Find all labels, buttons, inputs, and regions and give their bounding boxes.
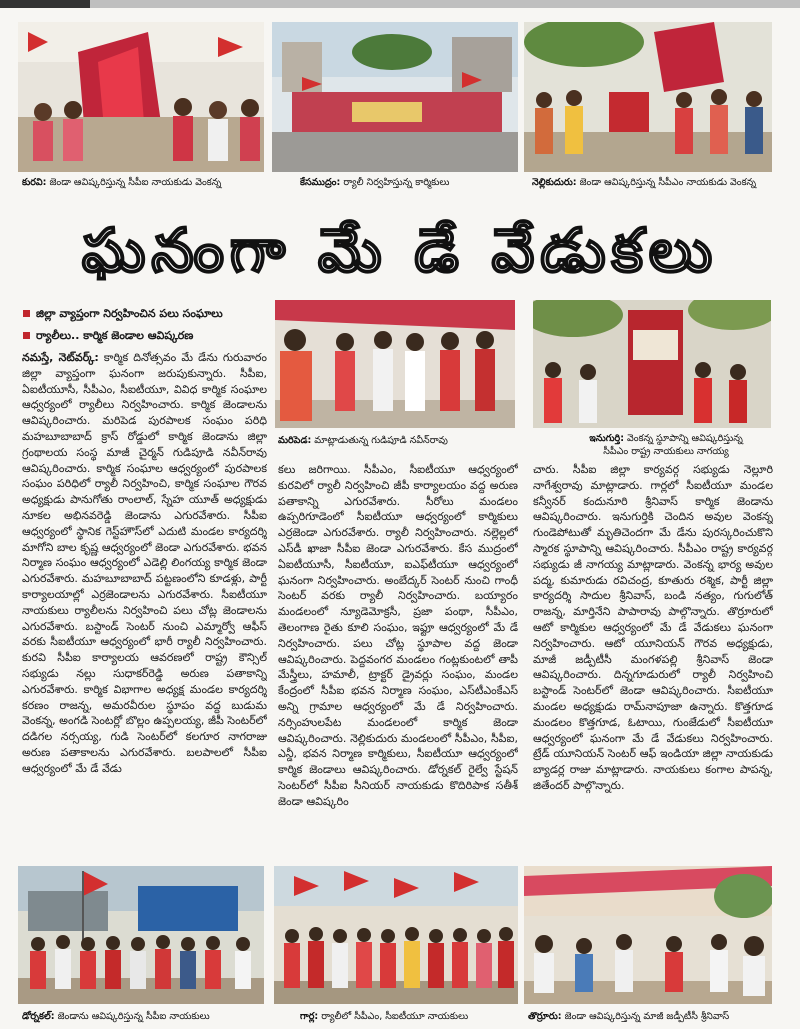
photo-thorrur-flag xyxy=(524,866,772,1004)
photo-kuravi-flag xyxy=(18,22,264,172)
caption-inugurthi-line2: సీపీఎం రాష్ట్ర నాయకులు నాగయ్య xyxy=(603,446,729,457)
photo-inugurthi-memorial xyxy=(533,300,771,428)
photo-maripeda-speech xyxy=(275,300,515,428)
caption-garla: గార్ల: ర్యాలీలో సీపీఎం, సీఐటీయూ నాయకులు xyxy=(300,1011,469,1022)
photo-nellikuduru-flag xyxy=(524,22,772,172)
photo-kesamudram-rally xyxy=(272,22,518,172)
caption-dornakal: డోర్నకల్: జెండాను ఆవిష్కరిస్తున్న సీపీఐ నాయకులు xyxy=(22,1011,210,1022)
caption-maripeda: మరిపెడ: మాట్లాడుతున్న గుడిపూడి నవీన్‌రావు xyxy=(278,435,448,446)
headline: ఘనంగా మే డే వేడుకలు xyxy=(81,216,719,286)
caption-kuravi: కురవి: జెండా ఆవిష్కరిస్తున్న సీపీఐ నాయకుడు వెంకన్న xyxy=(22,177,222,188)
article-column-3: చారు. సీపీఐ జిల్లా కార్యవర్గ సభ్యుడు నెల్లూరి నాగేశ్వరావు మాట్లాడారు. గార్లలో సీఐటీయూ మండల కన్వీనర్ కందునూరి శ్రీనివాస్ కార్మిక జెండాను ఆవిష్కరించారు. ఇనుగుర్తికి చెందిన అవుల వెంకన్న గుండెపోటుతో మృతిచెందగా మే డేను పురస్కరించుకొని స్మారక స్థూపాన్ని ఆవిష్కరించారు. సీపీఎం రాష్ట్ర కార్యవర్గ సభ్యుడు జీ నాగయ్య మాట్లాడారు. వెంకన్న భార్య అవుల పద్మ, కుమారుడు రవిచంద్ర, కూతురు రశ్మిక, పార్టీ జిల్లా కార్యదర్శి సాదుల శ్రీనివాస్, బండి నత్యం, గుగులోత్ రాజన్న, మార్తినేని పాపారావు పాల్గొన్నారు. తొర్రూరులో ఆటో కార్మికుల ఆధ్వర్యంలో మే డే వేడుకలు ఘనంగా నిర్వహించారు. ఆటో యూనియన్ గౌరవ అధ్యక్షుడు, మాజీ జడ్పీటీసీ మంగళపల్లి శ్రీనివాస్ జెండా ఆవిష్కరించారు. దిన్నగూడురులో ర్యాలీ నిర్వహించి బస్టాండ్ సెంటర్‌లో జెండా ఆవిష్కరించారు. సీఐటీయూ మండల అధ్యక్షుడు రామ్‌నాపూజా ఉన్నారు. కొత్తగూడ మండలం కొత్తగూడ, ఓటాయి, గుంజేడులో సీఐటీయూ ఆధ్వర్యంలో ఘనంగా మే డే వేడుకలు నిర్వహించారు. ట్రేడ్ యూనియన్ సెంటర్ ఆఫ్ ఇండియా జిల్లా నాయకుడు బ్యాడర్ల రాజు మాట్లాడారు. నాయకులు కంగాల పాపన్న, జితేందర్ పాల్గొన్నారు. xyxy=(533,463,773,792)
top-bar xyxy=(0,0,800,8)
bullet-item: జిల్లా వ్యాప్తంగా నిర్వహించిన పలు సంఘాలు xyxy=(22,303,267,325)
caption-kesamudram: కేసముద్రం: ర్యాలీ నిర్వహిస్తున్న కార్మికులు xyxy=(300,177,450,188)
caption-nellikuduru: నెల్లికుదురు: జెండా ఆవిష్కరిస్తున్న సీపీఎం నాయకుడు వెంకన్న xyxy=(532,177,757,188)
summary-bullets xyxy=(22,303,267,347)
caption-thorrur: తొర్రూరు: జెండా ఆవిష్కరిస్తున్న మాజీ జడ్పీటీసీ శ్రీనివాస్ xyxy=(528,1011,730,1022)
article-column-1: నమస్తే, నెట్‌వర్క్: కార్మిక దినోత్సవం మే డేను గురువారం జిల్లా వ్యాప్తంగా ఘనంగా జరుపుకున్నారు. సీపీఐ, ఏఐటీయూసీ, సీపీఎం, సీఐటీయూ, వివిధ కార్మిక సంఘాల ఆధ్వర్యంలో ర్యాలీలు నిర్వహించారు. కార్మిక జెండాలను ఆవిష్కరించారు. మరిపెడ పురపాలక సంఘం పరిధి మహబూబాబాద్ క్రాస్ రోడ్డులో కార్మిక జెండాను జిల్లా గ్రంథాలయ సంస్థ మాజీ చైర్మన్ గుడిపూడి నవీన్‌రావు ఆవిష్కరించారు. కార్మిక సంఘాల ఆధ్వర్యంలో పురపాలక సంఘం పరిధిలో ర్యాలీ నిర్వహించి, కార్మిక సంఘాల గౌరవ అధ్యక్షుడు పానుగోతు రాంలాల్, స్నేహ యూత్ అధ్యక్షుడు నూకల అభినవరెడ్డి జెండాను ఎగురవేశారు. సీపీఐ ఆధ్వర్యంలో స్థానిక గెస్ట్‌హౌస్‌లో ఎదుటి మండల కార్యదర్శి మాగోని బాల కృష్ణ ఆధ్వర్యంలో జెండా ఎగురవేశారు. భవన నిర్మాణ సంఘం ఆధ్వర్యంలో ఎడెల్లి లింగయ్య కార్మిక జెండా ఎగురవేశారు. మహబూబాబాద్ పట్టణంలోని కూడళ్లు, పార్టీ కార్యాలయాల్లో ఎర్రజెండాలను ఎగురవేశారు. సీఐటీయూ నాయకులు ర్యాలీలను నిర్వహించి పలు చోట్ల జెండాలను ఎగురవేశారు. బస్టాండ్ సెంటర్ నుంచి ఎమ్మార్వో ఆఫీస్ వరకు సీఐటీయూ ఆధ్వర్యంలో భారీ ర్యాలీ నిర్వహించారు. కురవి సీపీఐ కార్యాలయ ఆవరణలో రాష్ట్ర కౌన్సిల్ సభ్యుడు నల్లు సుధాకర్‌రెడ్డి అరుణ పతాకాన్ని ఎగురవేశారు. కార్మిక విభాగాల అధ్యక్ష మండల కార్యదర్శి కరణం రాజన్న, అమరవీరుల స్థూపం వద్ద బుడుమ వెంకన్న, అంగడి సెంటర్లో బొల్లం ఉప్పలయ్య, జీపీ సెంటర్‌లో దడిగల నర్సయ్య, గుడి సెంటర్‌లో కలగూర నాగరాజు అరుణ పతాకాలను ఎగురవేశారు. బలపాలలో సీపీఐ ఆధ్వర్యంలో మే డే వేడు xyxy=(22,351,267,775)
bullet-item: ర్యాలీలు.. కార్మిక జెండాల ఆవిష్కరణ xyxy=(22,325,267,347)
photo-dornakal-flag xyxy=(18,866,264,1004)
article-column-2: కలు జరిగాయి. సీపీఎం, సీఐటీయూ ఆధ్వర్యంలో కురవిలో ర్యాలీ నిర్వహించి జీపీ కార్యాలయం వద్ద అరుణ పతాకాన్ని ఎగురవేశారు. సీరోలు మండలం ఉప్పరిగూడెంలో సీఐటీయూ ఆధ్వర్యంలో కార్మికులు ఎర్రజెండా ఎగురవేశారు. ర్యాలీ నిర్వహించారు. నల్లెల్లలో ఎస్‌డీ ఖాజా సీపీఐ జెండా ఎగురవేశారు. కేస ముద్రంలో ఏఐటీయూసీ, సీఐటీయూ, ఐఎఫ్‌టీయూ ఆధ్వర్యంలో ఘనంగా నిర్వహించారు. అంబేద్కర్ సెంటర్ నుంచి గాంధీ సెంటర్ వరకు ర్యాలీ నిర్వహించారు. బయ్యారం మండలంలో న్యూడెమోక్రసీ, ప్రజా పంథా, సీపీఎం, తెలంగాణ రైతు కూలి సంఘం, ఇఫ్టూ ఆధ్వర్యంలో మే డే నిర్వహించారు. పలు చోట్ల స్థూపాల వద్ద జెండా ఆవిష్కరించారు. పెద్దవంగర మండలం గంట్లకుంటలో తాపీ మేస్త్రీలు, హమాలీ, ట్రాక్టర్ డ్రైవర్లు సంఘం, మండల కేంద్రంలో సీపీఐ భవన నిర్మాణ సంఘం, ఎస్‌టీఎంకేఎస్ అన్ని గ్రామాల ఆధ్వర్యంలో మే డే నిర్వహించారు. నర్సింహులపేట మండలంలో కార్మిక జెండా ఆవిష్కరించారు. నెల్లికుదురు మండలంలో సీపీఎం, సీపీఐ, ఎన్డీ, భవన నిర్మాణ కార్మికులు, సీఐటీయూ ఆధ్వర్యంలో కార్మిక జెండాలు ఆవిష్కరించారు. డోర్నకల్ రైల్వే స్టేషన్ సెంటర్‌లో సీపీఐ సీనియర్ నాయకుడు కొదిరిపాక సతీశ్ జెండా ఆవిష్కరిం xyxy=(278,463,518,808)
caption-inugurthi: ఇనుగుర్తి: వెంకన్న స్థూపాన్ని ఆవిష్కరిస్తున్న xyxy=(589,433,743,444)
photo-garla-rally xyxy=(274,866,518,1004)
